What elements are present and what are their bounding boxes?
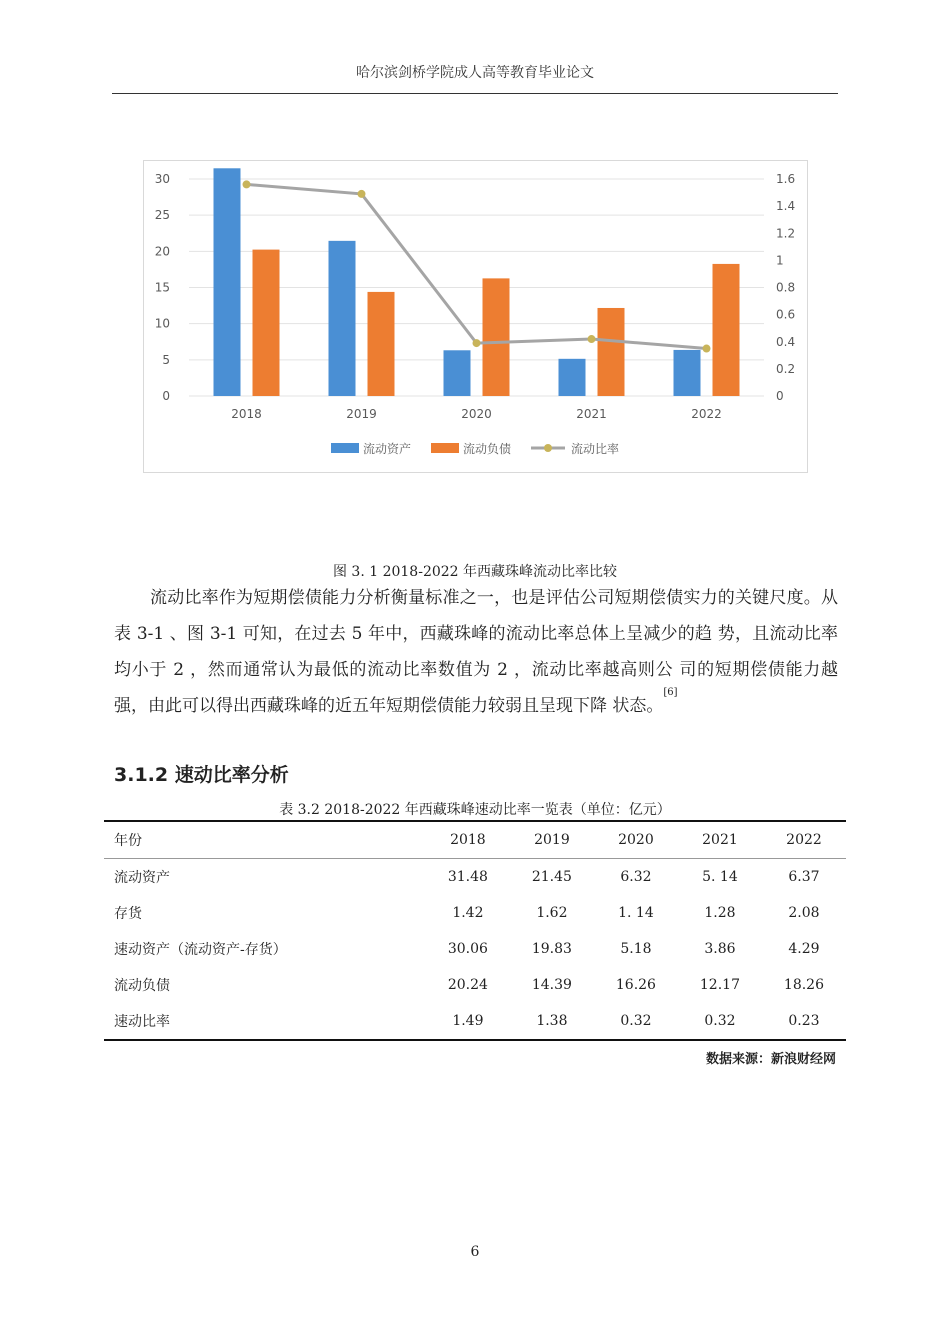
legend-swatch — [331, 443, 359, 453]
table-cell: 1.49 — [452, 1013, 484, 1029]
left-tick-label: 0 — [162, 389, 170, 403]
table-cell: 31.48 — [447, 869, 488, 885]
table-cell: 12.17 — [699, 977, 740, 993]
table-cell: 3.86 — [704, 941, 736, 957]
line-point — [243, 180, 251, 188]
line-point — [588, 335, 596, 343]
x-tick-label: 2019 — [346, 407, 377, 421]
table-row — [104, 895, 846, 931]
table-cell: 6.37 — [788, 869, 820, 885]
page-number: 6 — [470, 1244, 480, 1260]
table-cell: 0.32 — [620, 1013, 652, 1029]
table-cell: 5. 14 — [702, 869, 738, 885]
right-tick-label: 1.4 — [776, 199, 796, 214]
right-tick-label: 0.6 — [776, 307, 796, 322]
table-cell: 4.29 — [788, 941, 820, 957]
row-label: 速动比率 — [114, 1014, 170, 1030]
left-tick-label: 10 — [154, 316, 170, 331]
right-tick-label: 1 — [776, 253, 784, 268]
table-cell: 20.24 — [447, 977, 488, 993]
table-cell: 16.26 — [615, 977, 656, 993]
x-tick-label: 2021 — [576, 407, 607, 421]
x-tick-label: 2020 — [461, 407, 492, 421]
right-tick-label: 0 — [776, 389, 784, 403]
data-source-note: 数据来源：新浪财经网 — [705, 1052, 836, 1067]
row-label: 流动资产 — [114, 870, 170, 886]
table-header-row — [104, 821, 846, 859]
table-row — [104, 1003, 846, 1040]
figure-caption: 图 3. 1 2018-2022 年西藏珠峰流动比率比较 — [332, 564, 618, 580]
left-tick-label: 5 — [162, 352, 170, 367]
current-ratio-chart — [143, 160, 808, 473]
table-cell: 30.06 — [447, 941, 488, 957]
bar-current-liabilities — [713, 264, 740, 396]
row-label: 存货 — [114, 906, 142, 922]
table-cell: 6.32 — [620, 869, 652, 885]
page-header: 哈尔滨剑桥学院成人高等教育毕业论文 — [356, 65, 594, 81]
table-row — [104, 859, 846, 896]
section-title: 3.1.2 速动比率分析 — [114, 764, 289, 786]
line-point — [358, 190, 366, 198]
line-point — [703, 345, 711, 353]
table-cell: 5.18 — [620, 941, 652, 957]
left-tick-label: 15 — [154, 280, 170, 295]
line-point — [473, 339, 481, 347]
bar-current-liabilities — [253, 250, 280, 396]
table-cell: 1.62 — [536, 905, 568, 921]
right-tick-label: 0.2 — [776, 361, 796, 376]
bar-current-assets — [214, 168, 241, 396]
legend-label: 流动资产 — [363, 442, 412, 456]
x-tick-label: 2018 — [231, 407, 262, 421]
header-cell: 2018 — [450, 832, 486, 848]
table-cell: 1.42 — [452, 905, 484, 921]
table-row — [104, 967, 846, 1003]
quick-ratio-table — [104, 820, 846, 1041]
left-tick-label: 30 — [154, 172, 170, 186]
table-row — [104, 931, 846, 967]
table-cell: 18.26 — [783, 977, 825, 993]
table-cell: 21.45 — [531, 869, 572, 885]
header-cell: 2021 — [702, 832, 738, 848]
table-cell: 2.08 — [788, 905, 820, 921]
header-rule — [112, 93, 838, 94]
bar-current-assets — [674, 350, 701, 396]
row-label: 流动负债 — [114, 978, 170, 994]
bar-current-assets — [444, 350, 471, 396]
row-label: 速动资产（流动资产-存货） — [114, 942, 287, 958]
legend-label: 流动负债 — [463, 442, 512, 456]
table-caption: 表 3.2 2018-2022 年西藏珠峰速动比率一览表（单位：亿元） — [279, 802, 671, 818]
table-cell: 1.28 — [704, 905, 736, 921]
right-tick-label: 1.6 — [776, 172, 796, 186]
header-cell: 2020 — [618, 832, 654, 848]
legend-marker — [544, 444, 552, 452]
bar-current-liabilities — [368, 292, 395, 396]
table-cell: 14.39 — [531, 977, 572, 993]
body-paragraph — [114, 580, 838, 724]
paragraph-text: 流动比率作为短期偿债能力分析衡量标准之一，也是评估公司短期偿债实力的关键尺度。从表 3-1 、图 3-1 可知，在过去 5 年中，西藏珠峰的流动比率总体上呈减少的趋 势，且流动比率均小于 2 ，然而通常认为最低的流动比率数值为 2 ，流动比率越高则公 司的短期偿债能力越强，由此可以得出西藏珠峰的近五年短期偿债能力较弱且呈现下降 状态。 — [114, 588, 838, 716]
table-cell: 0.23 — [788, 1013, 820, 1029]
header-cell: 2022 — [786, 832, 822, 848]
bar-current-liabilities — [598, 308, 625, 396]
citation-ref: [6] — [663, 687, 678, 698]
left-tick-label: 25 — [154, 208, 170, 223]
table-cell: 1.38 — [536, 1013, 568, 1029]
x-tick-label: 2022 — [691, 407, 722, 421]
legend-label: 流动比率 — [571, 442, 620, 456]
chart-canvas — [144, 161, 807, 472]
bar-current-assets — [329, 241, 356, 396]
bar-current-assets — [559, 359, 586, 396]
bar-current-liabilities — [483, 278, 510, 396]
legend-swatch — [431, 443, 459, 453]
right-tick-label: 0.8 — [776, 280, 796, 295]
right-tick-label: 1.2 — [776, 226, 796, 241]
header-cell: 2019 — [534, 832, 570, 848]
table-cell: 1. 14 — [618, 905, 654, 921]
table-cell: 0.32 — [704, 1013, 736, 1029]
left-tick-label: 20 — [154, 244, 170, 259]
right-tick-label: 0.4 — [776, 334, 796, 349]
header-cell: 年份 — [114, 833, 142, 849]
table-cell: 19.83 — [531, 941, 572, 957]
